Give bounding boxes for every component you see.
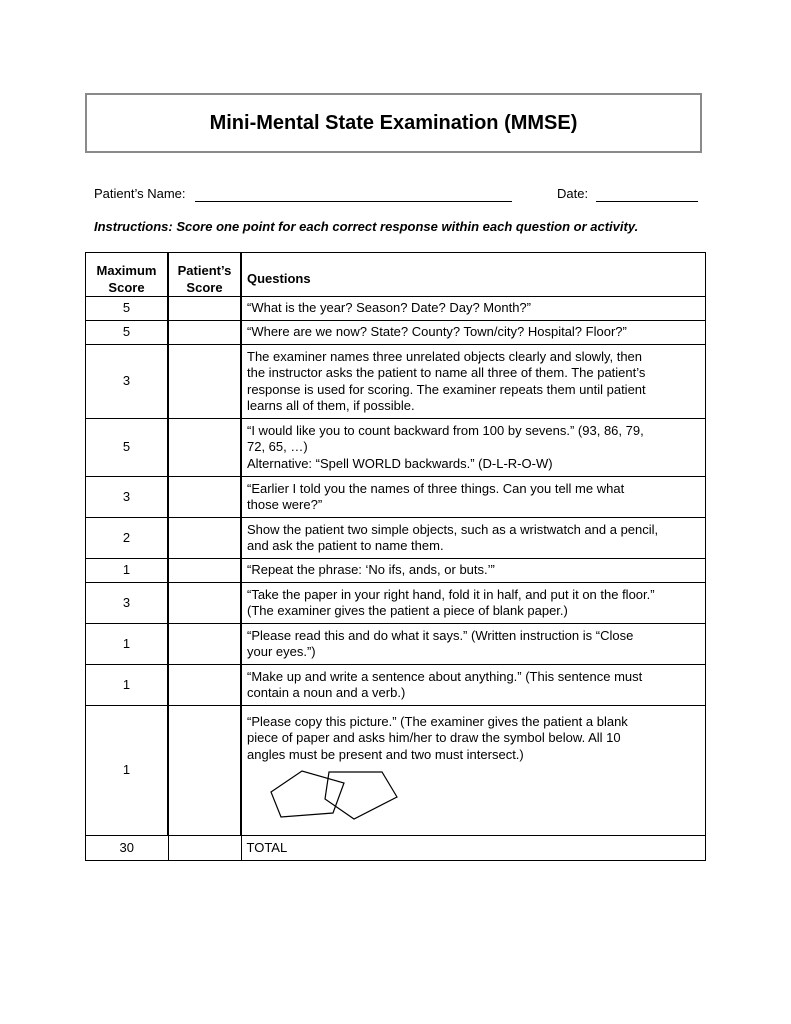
date-field[interactable] (596, 201, 698, 202)
patient-score-cell[interactable] (168, 518, 241, 559)
question-cell: “Please read this and do what it says.” (Written instruction is “Close your eyes.”) (241, 624, 706, 665)
page-title: Mini-Mental State Examination (MMSE) (209, 111, 578, 134)
table-row (86, 345, 706, 419)
table-row (86, 665, 706, 706)
max-score-cell: 5 (86, 419, 169, 477)
patient-score-cell[interactable] (168, 583, 241, 624)
question-cell: “Earlier I told you the names of three things. Can you tell me what those were?” (241, 477, 706, 518)
table-row (86, 624, 706, 665)
question-cell: “What is the year? Season? Date? Day? Month?” (241, 297, 706, 321)
max-score-cell: 5 (86, 297, 169, 321)
header-max-score: Maximum Score (86, 253, 169, 297)
patient-score-cell[interactable] (168, 419, 241, 477)
total-row (86, 836, 706, 861)
intersecting-pentagons-figure (269, 769, 409, 827)
max-score-cell: 3 (86, 583, 169, 624)
date-label: Date: (557, 186, 589, 201)
mmse-table (85, 252, 706, 861)
table-row (86, 518, 706, 559)
question-cell: “Take the paper in your right hand, fold it in half, and put it on the floor.” (The examiner gives the patient a piece of blank paper.) (241, 583, 706, 624)
table-row (86, 583, 706, 624)
table-row (86, 419, 706, 477)
header-patient-score: Patient’s Score (168, 253, 241, 297)
max-score-cell: 1 (86, 559, 169, 583)
total-label: TOTAL (241, 836, 706, 861)
patient-name-field[interactable] (195, 201, 512, 202)
header-questions: Questions (241, 253, 706, 297)
question-cell: Show the patient two simple objects, such as a wristwatch and a pencil, and ask the patient to name them. (241, 518, 706, 559)
max-score-cell: 3 (86, 477, 169, 518)
max-score-cell: 1 (86, 706, 169, 836)
max-score-cell: 1 (86, 624, 169, 665)
question-cell: “Where are we now? State? County? Town/city? Hospital? Floor?” (241, 321, 706, 345)
patient-score-cell[interactable] (168, 706, 241, 836)
table-row (86, 706, 706, 836)
max-score-cell: 1 (86, 665, 169, 706)
patient-score-cell[interactable] (168, 665, 241, 706)
patient-score-cell[interactable] (168, 624, 241, 665)
question-cell: The examiner names three unrelated objects clearly and slowly, then the instructor asks the patient to name all three of them. The patient’s response is used for scoring. The examiner repeats them until patient learns all of them, if possible. (241, 345, 706, 419)
patient-name-label: Patient’s Name: (94, 186, 186, 201)
table-row (86, 321, 706, 345)
max-score-cell: 2 (86, 518, 169, 559)
question-cell: “I would like you to count backward from 100 by sevens.” (93, 86, 79, 72, 65, …) Alternative: “Spell WORLD backwards.” (D-L-R-O-W) (241, 419, 706, 477)
patient-score-cell[interactable] (168, 297, 241, 321)
max-score-cell: 5 (86, 321, 169, 345)
table-row (86, 477, 706, 518)
total-max-score: 30 (86, 836, 169, 861)
patient-score-cell[interactable] (168, 477, 241, 518)
patient-score-cell[interactable] (168, 559, 241, 583)
table-row (86, 559, 706, 583)
question-cell: “Make up and write a sentence about anything.” (This sentence must contain a noun and a verb.) (241, 665, 706, 706)
question-cell: “Please copy this picture.” (The examiner gives the patient a blank piece of paper and asks him/her to draw the symbol below. All 10 angles must be present and two must intersect.) (241, 706, 706, 836)
instructions: Instructions: Score one point for each correct response within each question or activity. (94, 219, 639, 234)
patient-score-cell[interactable] (168, 345, 241, 419)
max-score-cell: 3 (86, 345, 169, 419)
patient-score-cell[interactable] (168, 321, 241, 345)
table-row (86, 297, 706, 321)
question-cell: “Repeat the phrase: ‘No ifs, ands, or buts.’” (241, 559, 706, 583)
total-patient-score[interactable] (168, 836, 241, 861)
table-header-row (86, 253, 706, 297)
title-box (85, 93, 702, 153)
